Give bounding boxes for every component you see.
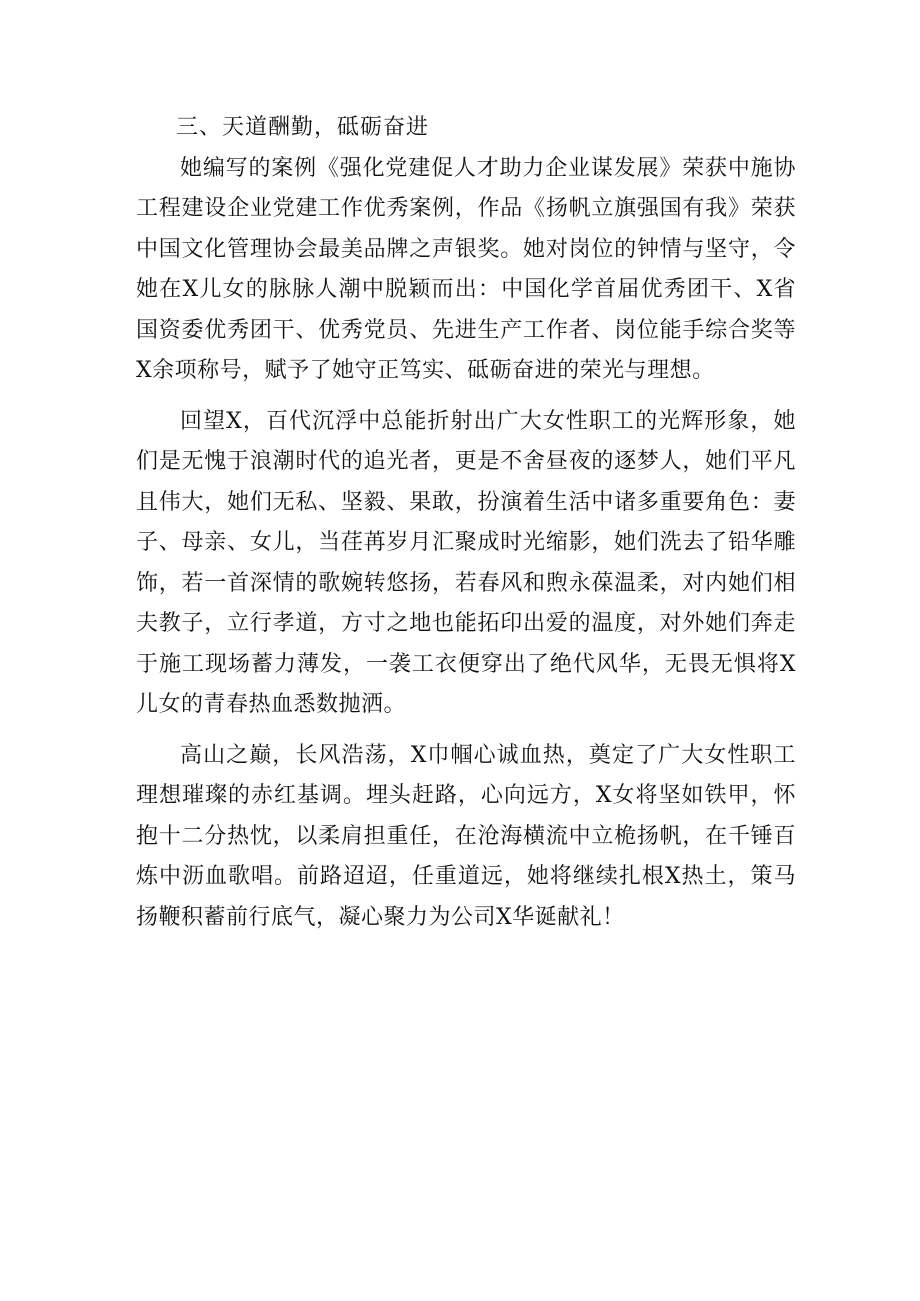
paragraph-women-workers: 回望X，百代沉浮中总能折射出广大女性职工的光辉形象，她们是无愧于浪潮时代的追光者，更是不舍昼夜的逐梦人，她们平凡且伟大，她们无私、坚毅、果敢，扮演着生活中诸多重要角色：妻子、母亲、女儿，当荏苒岁月汇聚成时光缩影，她们洗去了铅华雕饰，若一首深情的歌婉转悠扬，若春风和煦永葆温柔，对内她们相夫教子，立行孝道，方寸之地也能拓印出爱的温度，对外她们奔走于施工现场蓄力薄发，一袭工衣便穿出了绝代风华，无畏无惧将X儿女的青春热血悉数抛洒。 [136,408,796,717]
section-heading: 三、天道酬勤，砥砺奋进 [176,115,430,140]
paragraph-awards: 她编写的案例《强化党建促人才助力企业谋发展》荣获中施协工程建设企业党建工作优秀案例，作品《扬帆立旗强国有我》荣获中国文化管理协会最美品牌之声银奖。她对岗位的钟情与坚守，令她在X儿女的脉脉人潮中脱颖而出：中国化学首届优秀团干、X省国资委优秀团干、优秀党员、先进生产工作者、岗位能手综合奖等X余项称号，赋予了她守正笃实、砥砺奋进的荣光与理想。 [136,155,796,383]
paragraph-closing: 高山之巅，长风浩荡，X巾帼心诚血热，奠定了广大女性职工理想璀璨的赤红基调。埋头赶路，心向远方，X女将坚如铁甲，怀抱十二分热忱，以柔肩担重任，在沧海横流中立桅扬帆，在千锤百炼中沥血歌唱。前路迢迢，任重道远，她将继续扎根X热土，策马扬鞭积蓄前行底气，凝心聚力为公司X华诞献礼！ [136,742,796,930]
document-body [136,108,796,948]
